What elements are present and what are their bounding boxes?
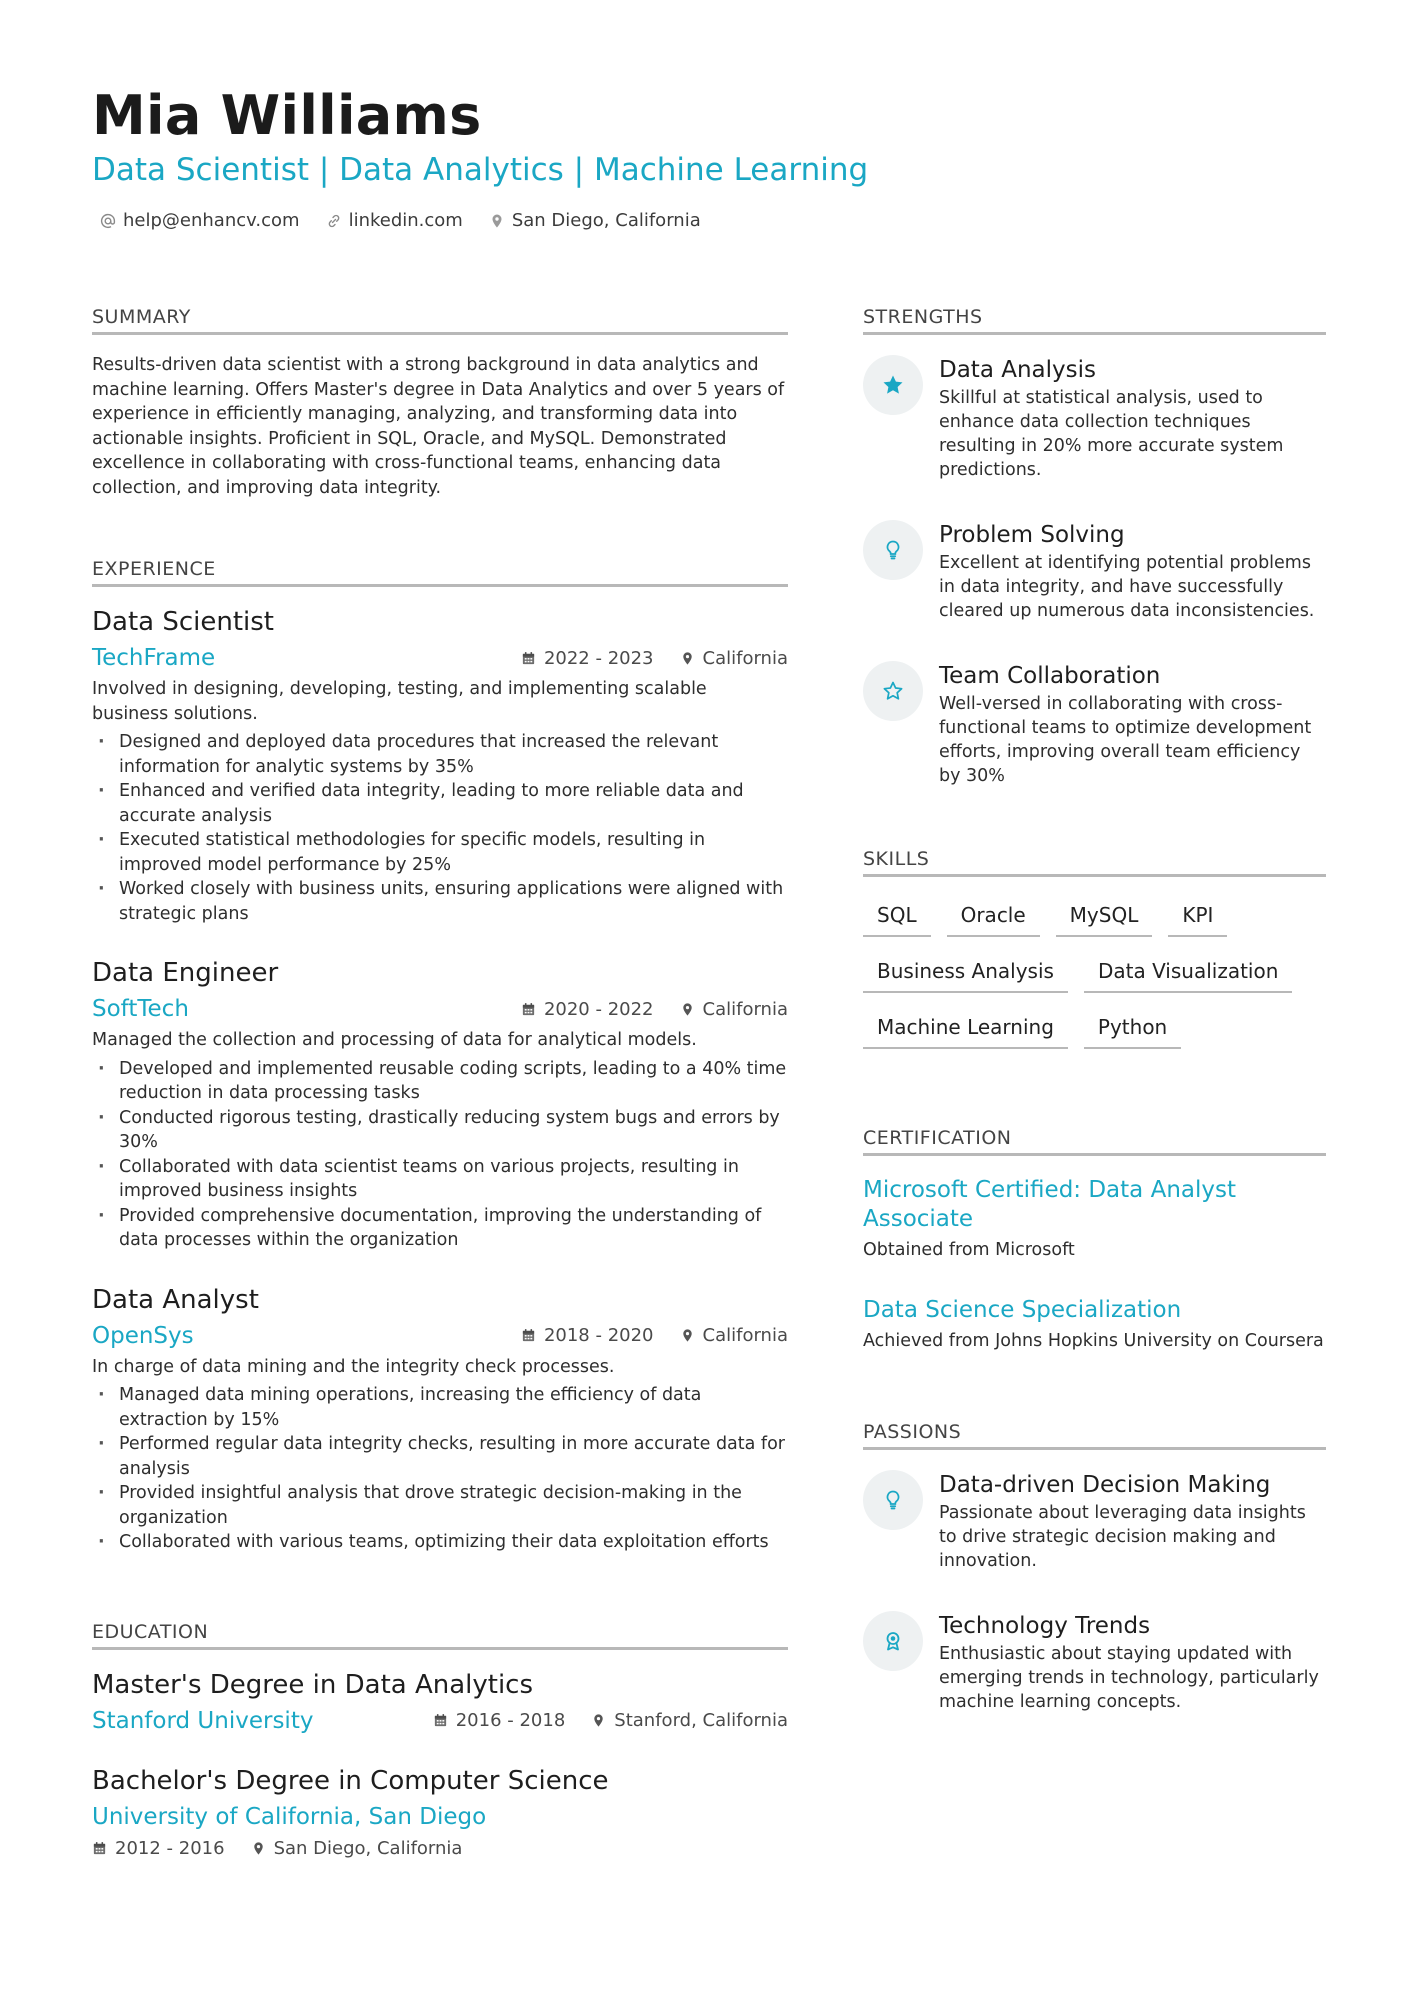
calendar-icon — [521, 651, 536, 666]
job-meta — [521, 1325, 788, 1346]
education-location-text: Stanford, California — [614, 1710, 788, 1731]
left-column — [92, 306, 788, 1859]
job-description: Managed the collection and processing of data for analytical models. — [92, 1030, 697, 1050]
job-bullet: · Collaborated with various teams, optimizing their data exploitation efforts — [92, 1530, 788, 1555]
strength-icon-badge — [863, 520, 923, 580]
experience-heading: EXPERIENCE — [92, 558, 788, 587]
job-bullet: · Developed and implemented reusable coding scripts, leading to a 40% time reduction in data processing tasks — [92, 1057, 788, 1106]
job-dates — [521, 999, 654, 1020]
job-description: Involved in designing, developing, testing, and implementing scalable business solutions. — [92, 679, 707, 724]
strength-title: Team Collaboration — [939, 663, 1161, 689]
experience-section — [92, 558, 788, 1555]
contact-linkedin-text: linkedin.com — [348, 210, 463, 231]
degree-title: Bachelor's Degree in Computer Science — [92, 1765, 609, 1796]
contact-email-text: help@enhancv.com — [123, 210, 300, 231]
job-meta-row — [92, 645, 788, 671]
education-dates-text: 2016 - 2018 — [455, 1710, 566, 1731]
certification-entry — [863, 1176, 1326, 1260]
job-title: Data Analyst — [92, 1284, 259, 1315]
job-entry — [92, 1285, 788, 1555]
strength-item — [863, 520, 1326, 623]
strength-icon-badge — [863, 355, 923, 415]
job-bullets — [92, 730, 788, 926]
summary-heading: SUMMARY — [92, 306, 788, 335]
passion-item — [863, 1611, 1326, 1714]
job-meta-row — [92, 996, 788, 1022]
passion-body — [939, 1611, 1326, 1714]
passion-title: Technology Trends — [939, 1613, 1151, 1639]
lightbulb-icon — [881, 538, 905, 562]
contact-bar — [100, 210, 701, 231]
passion-icon-badge — [863, 1470, 923, 1530]
strength-body — [939, 355, 1326, 482]
education-section — [92, 1621, 788, 1859]
job-dates-text: 2022 - 2023 — [543, 647, 654, 669]
location-icon — [680, 1328, 695, 1343]
job-entry — [92, 607, 788, 926]
job-bullet: · Executed statistical methodologies for specific models, resulting in improved model performance by 25% — [92, 828, 788, 877]
job-title: Data Scientist — [92, 607, 274, 637]
passion-icon-badge — [863, 1611, 923, 1671]
contact-email[interactable] — [100, 210, 300, 231]
lightbulb-icon — [881, 1488, 905, 1512]
skill-tag: SQL — [863, 895, 931, 937]
education-location-text: San Diego, California — [273, 1837, 463, 1859]
summary-section — [92, 306, 788, 500]
skill-tag: MySQL — [1056, 895, 1153, 937]
job-meta-row — [92, 1323, 788, 1349]
skill-tag: Python — [1084, 1007, 1181, 1049]
education-meta — [92, 1838, 788, 1859]
skill-tag: Oracle — [947, 895, 1040, 937]
calendar-icon — [521, 1002, 536, 1017]
job-bullets — [92, 1057, 788, 1253]
job-entry — [92, 958, 788, 1253]
job-bullet: · Provided comprehensive documentation, improving the understanding of data processes within the organization — [92, 1204, 788, 1253]
candidate-name: Mia Williams — [92, 84, 482, 147]
passions-section — [863, 1421, 1326, 1714]
passion-item — [863, 1470, 1326, 1573]
company-name: OpenSys — [92, 1322, 194, 1349]
job-bullet: · Worked closely with business units, ensuring applications were aligned with strategic plans — [92, 877, 788, 926]
education-heading: EDUCATION — [92, 1621, 788, 1650]
right-column — [863, 306, 1326, 1714]
job-bullet: · Enhanced and verified data integrity, leading to more reliable data and accurate analysis — [92, 779, 788, 828]
job-bullet: · Provided insightful analysis that drove strategic decision-making in the organization — [92, 1481, 788, 1530]
skills-heading: SKILLS — [863, 848, 1326, 877]
job-bullets — [92, 1383, 788, 1555]
education-meta — [433, 1710, 788, 1731]
skills-section — [863, 848, 1326, 1049]
skill-tag: Machine Learning — [863, 1007, 1068, 1049]
strength-description: Well-versed in collaborating with cross-functional teams to optimize development efforts, improving overall team efficiency by 30% — [939, 694, 1312, 786]
at-icon — [100, 213, 116, 229]
degree-title: Master's Degree in Data Analytics — [92, 1669, 534, 1700]
skill-tag: KPI — [1168, 895, 1227, 937]
job-bullet: · Managed data mining operations, increasing the efficiency of data extraction by 15% — [92, 1383, 788, 1432]
strength-icon-badge — [863, 661, 923, 721]
job-dates — [521, 648, 654, 669]
location-icon — [680, 1002, 695, 1017]
job-meta — [521, 648, 788, 669]
job-meta — [521, 999, 788, 1020]
strength-title: Problem Solving — [939, 522, 1125, 548]
star-filled-icon — [881, 373, 905, 397]
job-location-text: California — [702, 1325, 788, 1346]
job-dates-text: 2018 - 2020 — [543, 1325, 654, 1346]
education-dates — [92, 1838, 225, 1859]
passion-title: Data-driven Decision Making — [939, 1472, 1271, 1498]
education-dates — [433, 1710, 566, 1731]
strength-item — [863, 661, 1326, 788]
contact-linkedin[interactable] — [326, 210, 463, 231]
job-bullet: · Conducted rigorous testing, drastically reducing system bugs and errors by 30% — [92, 1106, 788, 1155]
contact-location-text: San Diego, California — [511, 210, 701, 231]
passions-heading: PASSIONS — [863, 1421, 1326, 1450]
link-icon — [326, 213, 342, 229]
job-title: Data Engineer — [92, 958, 279, 988]
education-dates-text: 2012 - 2016 — [115, 1837, 225, 1859]
job-bullet: · Designed and deployed data procedures that increased the relevant information for analytic systems by 35% — [92, 730, 788, 779]
candidate-title: Data Scientist | Data Analytics | Machine Learning — [92, 152, 869, 188]
skills-list — [863, 895, 1326, 1049]
strength-item — [863, 355, 1326, 482]
certification-section — [863, 1127, 1326, 1351]
job-location-text: California — [702, 647, 788, 669]
job-bullet: · Collaborated with data scientist teams on various projects, resulting in improved business insights — [92, 1155, 788, 1204]
location-icon — [591, 1713, 606, 1728]
company-name: TechFrame — [92, 645, 216, 671]
skill-tag: Business Analysis — [863, 951, 1068, 993]
job-dates-text: 2020 - 2022 — [543, 998, 654, 1020]
job-location-text: California — [702, 998, 788, 1020]
location-icon — [680, 651, 695, 666]
strength-description: Excellent at identifying potential problems in data integrity, and have successfully cleared up numerous data inconsistencies. — [939, 553, 1315, 621]
certification-description: Obtained from Microsoft — [863, 1240, 1075, 1260]
star-outline-icon — [881, 679, 905, 703]
strength-body — [939, 520, 1326, 623]
award-icon — [881, 1629, 905, 1653]
company-name: SoftTech — [92, 996, 189, 1022]
location-icon — [251, 1841, 266, 1856]
strength-body — [939, 661, 1326, 788]
job-description: In charge of data mining and the integrity check processes. — [92, 1356, 615, 1377]
strengths-heading: STRENGTHS — [863, 306, 1326, 335]
education-location — [591, 1710, 788, 1731]
calendar-icon — [92, 1841, 107, 1856]
calendar-icon — [433, 1713, 448, 1728]
strength-title: Data Analysis — [939, 357, 1096, 383]
education-meta-row — [92, 1708, 788, 1734]
job-location — [680, 1325, 788, 1346]
education-location — [251, 1838, 463, 1859]
passion-description: Passionate about leveraging data insights to drive strategic decision making and innovation. — [939, 1503, 1306, 1571]
school-name: Stanford University — [92, 1707, 314, 1734]
strength-description: Skillful at statistical analysis, used to enhance data collection techniques resulting in 20% more accurate system predictions. — [939, 388, 1284, 480]
skill-tag: Data Visualization — [1084, 951, 1292, 993]
certification-description: Achieved from Johns Hopkins University on Coursera — [863, 1331, 1324, 1351]
school-name: University of California, San Diego — [92, 1803, 487, 1830]
passion-description: Enthusiastic about staying updated with emerging trends in technology, particularly machine learning concepts. — [939, 1644, 1319, 1712]
summary-text: Results-driven data scientist with a strong background in data analytics and machine learning. Offers Master's degree in Data Analytics and over 5 years of experience in efficiently managing, analyzing, and transforming data into actionable insights. Proficient in SQL, Oracle, and MySQL. Demonstrated excellence in collaborating with cross-functional teams, enhancing data collection, and improving data integrity. — [92, 355, 785, 498]
certification-heading: CERTIFICATION — [863, 1127, 1326, 1156]
education-entry — [92, 1670, 788, 1734]
certification-title: Data Science Specialization — [863, 1297, 1182, 1323]
contact-location — [489, 210, 701, 231]
job-location — [680, 648, 788, 669]
job-bullet: · Performed regular data integrity checks, resulting in more accurate data for analysis — [92, 1432, 788, 1481]
certification-title: Microsoft Certified: Data Analyst Associate — [863, 1177, 1236, 1232]
strengths-section — [863, 306, 1326, 788]
certification-entry — [863, 1296, 1326, 1351]
passion-body — [939, 1470, 1326, 1573]
job-dates — [521, 1325, 654, 1346]
job-location — [680, 999, 788, 1020]
calendar-icon — [521, 1328, 536, 1343]
location-icon — [489, 213, 505, 229]
education-entry — [92, 1766, 788, 1859]
